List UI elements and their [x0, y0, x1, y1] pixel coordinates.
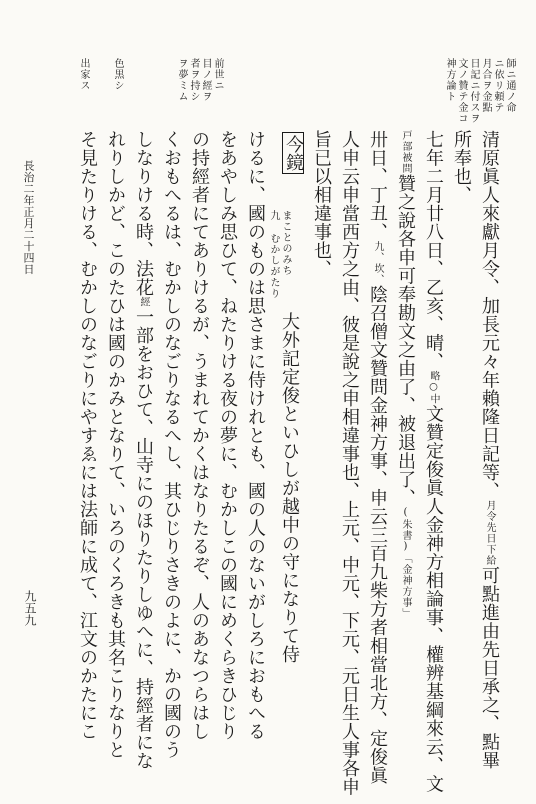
text-column-2: 所奉也、: [451, 130, 472, 204]
text-column-3: 七年二月廿八日、乙亥、晴、略○中文贊定俊眞人金神方相論事、權辨基綱來云、文: [423, 130, 444, 793]
text-column-13: しなりける時、法花經一部をおひて、山寺にのほりたりしゆへに、持經者にな: [133, 130, 154, 770]
text-column-15: そ見たりける、むかしのなごりにやすゑには法師に成て、江文のかたにこ: [77, 130, 98, 741]
inline-annotation: 月令先日下給: [484, 500, 495, 566]
sub-heading-2: まことのみち: [280, 210, 291, 276]
text-column-11: の持經者にてありけるが、うまれてかくはなりたるぞ、人のあなつらはし: [189, 130, 210, 741]
margin-note-3: 月合ヲ金點: [480, 58, 491, 113]
text-column-1: 清原眞人來獻月令、加長元々年賴隆日記等、月令先日下給可點進由先日承之、點畢: [479, 130, 500, 770]
text-column-10: をあやしみ思ひて、ねたりける夜の夢に、むかしこの國にめくらきひじり: [217, 130, 238, 741]
margin-note-2: ニ依リ頼テ: [492, 58, 503, 113]
page-number: 九五九: [23, 590, 37, 626]
margin-note-5: 文ノ贊テ金コ: [456, 58, 467, 124]
margin-date: 長治二年正月二十四日: [22, 160, 35, 275]
bracket-title: 今鏡: [282, 132, 304, 174]
text-column-4: 戸部被問贊之說各申可奉勘文之由了、被退出了、(朱書)「金神方事」: [395, 130, 416, 619]
inline-note: 九、坎、: [372, 241, 383, 285]
text-column-8: 大外記定俊といひしが越中の守になりて侍: [279, 312, 300, 664]
inline-note: (朱書)「金神方事」: [400, 507, 411, 619]
inline-annotation: 略○中: [428, 370, 439, 405]
text-column-14: れりしかど、このたひは國のかみとなりて、いろのくろきも其名こりなりと: [105, 130, 126, 759]
margin-note-7: 前世ニ: [212, 58, 223, 91]
text-column-7: 旨已以相違事也、: [311, 130, 332, 278]
margin-note-11: 色黒シ: [112, 58, 123, 91]
margin-note-4: 日記ニ付スヲ: [468, 58, 479, 124]
margin-note-8: 目ノ經ヲ: [200, 58, 211, 102]
inline-annotation: 經: [138, 296, 149, 308]
text-column-9: けるに、國のものは思さまに侍けれとも、國の人のないがしろにおもへる: [245, 130, 266, 741]
text-column-12: くおもへるは、むかしのなごりなるへし、其ひじりさきのよに、かの國のう: [161, 130, 182, 759]
margin-note-12: 出家ス: [78, 58, 89, 91]
margin-note-1: 師ニ通ノ命: [504, 58, 515, 113]
inline-note: 戸部被問: [400, 130, 411, 174]
margin-note-10: ヲ夢ミム: [176, 58, 187, 102]
text-column-5: 卅日、丁丑、九、坎、陰召僧文贊問金神方事、申云三百九柴方者相當北方、定俊眞: [367, 130, 388, 785]
margin-note-6: 神方論ト: [444, 58, 455, 102]
sub-heading-1: 九 むかしがたり: [268, 210, 279, 299]
text-column-6: 人申云申當西方之由、彼是說之申相違事也、上元、中元、下元、元日生人事各申: [339, 130, 360, 796]
margin-note-9: 者ヲ持シ: [188, 58, 199, 102]
